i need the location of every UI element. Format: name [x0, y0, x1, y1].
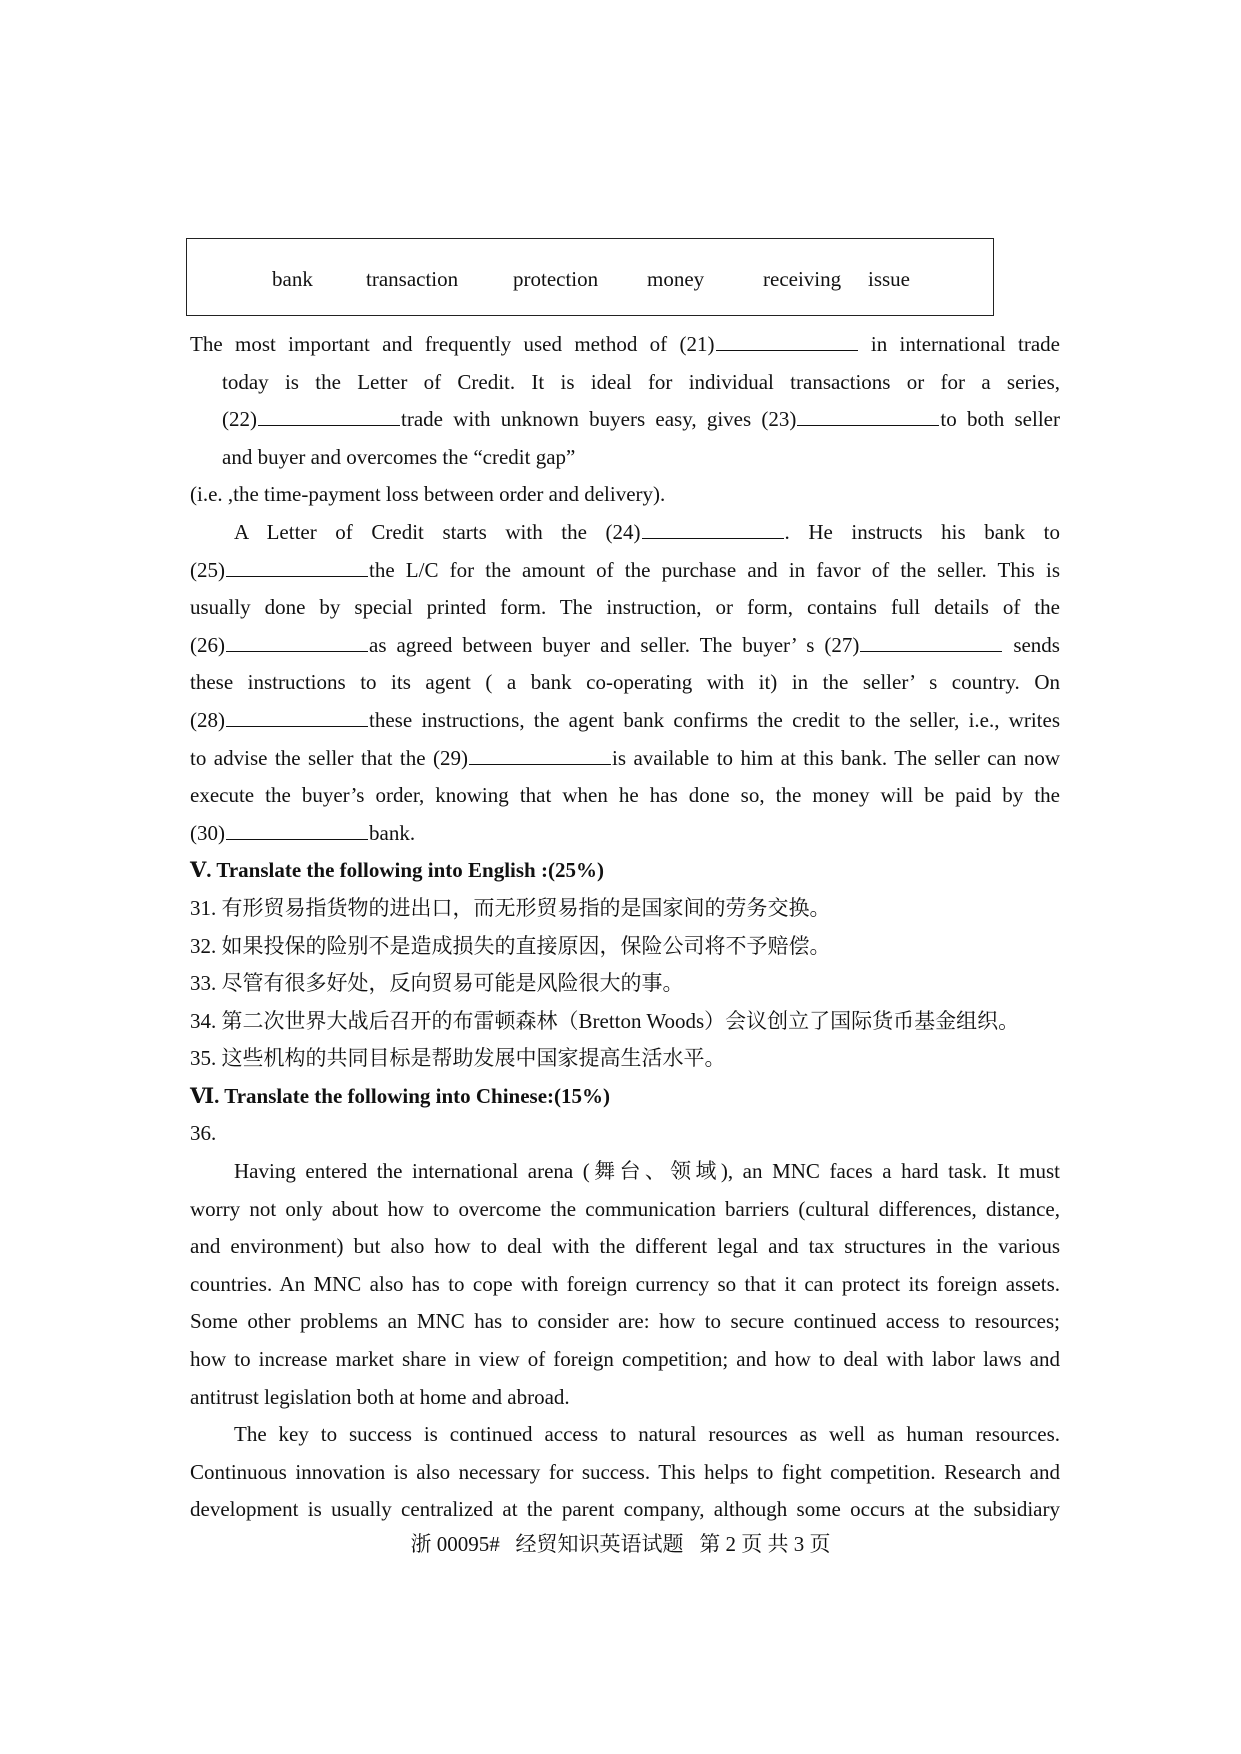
word-bank-item: transaction: [366, 267, 459, 291]
translation-item: 33. 尽管有很多好处，反向贸易可能是风险很大的事。: [190, 971, 684, 996]
passage-line: (30) bank.: [190, 820, 416, 845]
passage-line: development is usually centralized at the parent company, although some occurs at the subsidiary: [190, 1497, 1060, 1522]
exam-content: [190, 326, 1060, 1529]
passage-line: (22) trade with unknown buyers easy, gives (23) to both seller: [222, 407, 1060, 432]
section-heading: Ⅵ. Translate the following into Chinese:(15%): [190, 1083, 611, 1108]
passage-line: execute the buyer’s order, knowing that when he has done so, the money will be paid by the: [190, 783, 1060, 808]
blank-22[interactable]: [258, 407, 400, 426]
word-bank-item: protection: [513, 267, 599, 291]
passage-line: to advise the seller that the (29) is available to him at this bank. The seller can now: [190, 745, 1060, 770]
word-bank-item: money: [647, 267, 705, 291]
passage-line: The key to success is continued access to natural resources as well as human resources.: [234, 1422, 1060, 1447]
word-bank-item: bank: [272, 267, 313, 291]
passage-line: (i.e. ,the time-payment loss between order and delivery).: [190, 482, 666, 507]
passage-line: how to increase market share in view of foreign competition; and how to deal with labor laws and: [190, 1347, 1060, 1372]
question-number: 36.: [190, 1121, 217, 1146]
passage-line: and environment) but also how to deal with the different legal and tax structures in the various: [190, 1234, 1060, 1259]
translation-item: 35. 这些机构的共同目标是帮助发展中国家提高生活水平。: [190, 1046, 726, 1071]
passage-line: Some other problems an MNC has to consider are: how to secure continued access to resources;: [190, 1309, 1060, 1334]
passage-line: usually done by special printed form. The instruction, or form, contains full details of the: [190, 595, 1060, 620]
word-bank-item: issue: [868, 267, 910, 291]
passage-line: antitrust legislation both at home and abroad.: [190, 1384, 570, 1409]
passage-line: Having entered the international arena (舞台、领域), an MNC faces a hard task. It must: [234, 1159, 1060, 1184]
passage-line: these instructions to its agent ( a bank co-operating with it) in the seller’ s country. On: [190, 670, 1060, 695]
section-heading: Ⅴ. Translate the following into English :(25%): [190, 858, 604, 883]
passage-line: (26) as agreed between buyer and seller. The buyer’ s (27) sends: [190, 632, 1060, 657]
translation-item: 32. 如果投保的险别不是造成损失的直接原因，保险公司将不予赔偿。: [190, 933, 831, 958]
blank-23[interactable]: [797, 407, 939, 426]
blank-28[interactable]: [226, 708, 368, 727]
passage-line: countries. An MNC also has to cope with foreign currency so that it can protect its foreign assets.: [190, 1271, 1060, 1296]
blank-30[interactable]: [226, 821, 368, 840]
blank-29[interactable]: [469, 746, 611, 765]
translation-item: 34. 第二次世界大战后召开的布雷顿森林（Bretton Woods）会议创立了国际货币基金组织。: [190, 1008, 1020, 1033]
page-footer: 浙 00095# 经贸知识英语试题 第 2 页 共 3 页: [410, 1532, 831, 1556]
word-bank-box: [186, 238, 994, 316]
translation-item: 31. 有形贸易指货物的进出口，而无形贸易指的是国家间的劳务交换。: [190, 895, 831, 920]
blank-25[interactable]: [226, 558, 368, 577]
blank-27[interactable]: [860, 633, 1002, 652]
blank-24[interactable]: [642, 520, 784, 539]
passage-line: (25) the L/C for the amount of the purchase and in favor of the seller. This is: [190, 557, 1060, 582]
word-bank-item: receiving: [763, 267, 842, 291]
passage-line: Continuous innovation is also necessary for success. This helps to fight competition. Research and: [190, 1459, 1060, 1484]
blank-21[interactable]: [716, 332, 858, 351]
passage-line: The most important and frequently used method of (21) in international trade: [190, 332, 1060, 356]
passage-line: worry not only about how to overcome the communication barriers (cultural differences, distance,: [190, 1196, 1060, 1221]
passage-line: A Letter of Credit starts with the (24) . He instructs his bank to: [234, 519, 1060, 544]
passage-line: and buyer and overcomes the “credit gap”: [222, 444, 576, 469]
blank-26[interactable]: [226, 633, 368, 652]
passage-line: (28) these instructions, the agent bank confirms the credit to the seller, i.e., writes: [190, 707, 1060, 732]
passage-line: today is the Letter of Credit. It is ideal for individual transactions or for a series,: [222, 369, 1060, 394]
